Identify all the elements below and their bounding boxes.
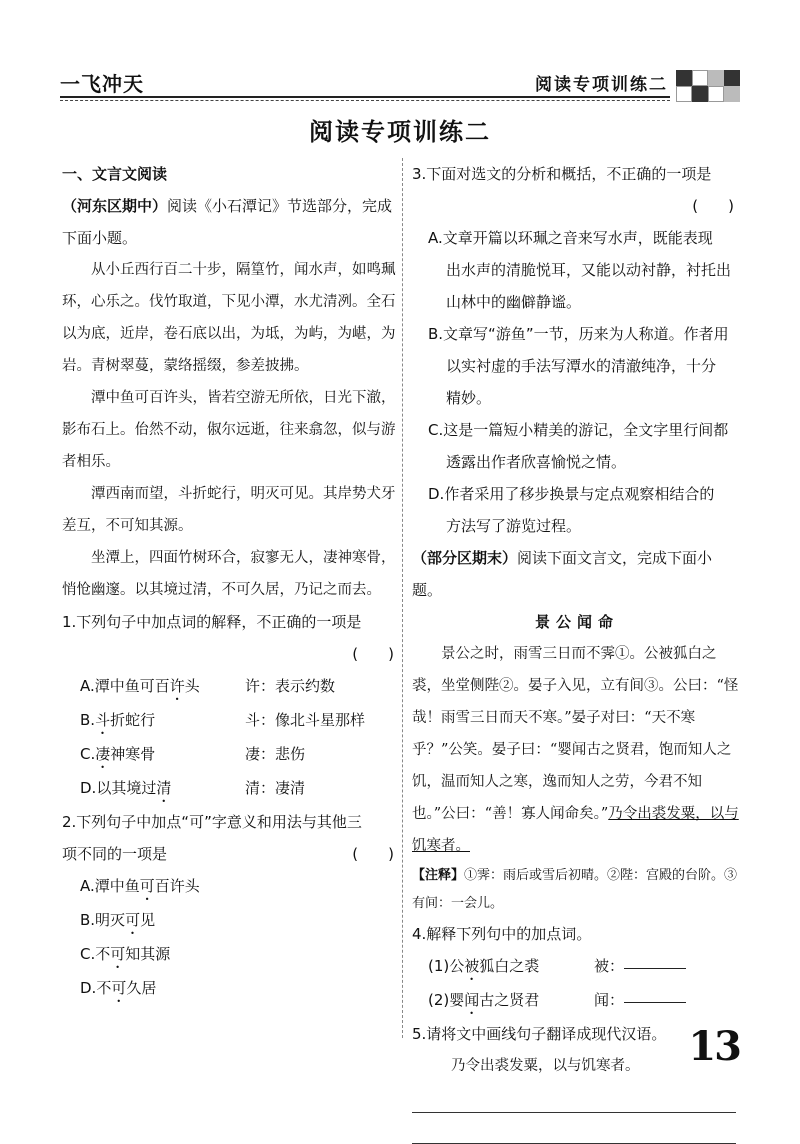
header-rule xyxy=(60,96,670,98)
q4-answer-blank-2[interactable] xyxy=(624,984,686,1003)
passage2-title: 景公闻命 xyxy=(534,613,619,631)
q1-answer-paren[interactable]: ( ) xyxy=(352,645,394,663)
passage1-intro xyxy=(62,190,402,254)
header-section-title: 阅读专项训练二 xyxy=(535,75,668,95)
passage2-intro: （部分区期末）阅读下面文言文，完成下面小题。 xyxy=(412,549,713,599)
q5-stem: 5.请将文中画线句子翻译成现代汉语。 xyxy=(412,1025,667,1043)
header-rule-dashed xyxy=(60,100,670,101)
right-column xyxy=(412,158,742,1144)
q3-option-d[interactable]: D.作者采用了移步换景与定点观察相结合的 方法写了游览过程。 xyxy=(428,485,715,535)
passage2-notes: 【注释】①霁：雨后或雪后初晴。②陛：宫殿的台阶。③有间：一会儿。 xyxy=(412,868,738,911)
q4-item-2: (2)婴闻古之贤君 闻： xyxy=(412,984,742,1018)
q5-answer-line-2[interactable] xyxy=(412,1113,736,1144)
section-heading: 一、文言文阅读 xyxy=(62,165,168,183)
brand-logo: 一飞冲天 xyxy=(60,72,144,96)
passage2-text: 景公之时，雨雪三日而不霁①。公被狐白之裘，坐堂侧陛②。晏子入见，立有间③。公曰：“怪哉！雨雪三日而天不寒。”晏子对曰：“天不寒乎？”公笑。晏子曰：“婴闻古之贤君，饱而知人之饥，温而知人之寒，逸而知人之劳，今君不知也。”公曰：“善！寡人闻命矣。”乃令出裘发粟，以与饥寒者。 xyxy=(412,646,739,854)
q4-item-1: (1)公被狐白之裘 被： xyxy=(412,950,742,984)
q1-option-b[interactable]: B.斗折蛇行 斗：像北斗星那样 xyxy=(80,711,366,729)
q2-stem: 2.下列句子中加点“可”字意义和用法与其他三 xyxy=(62,813,362,831)
q1-option-d[interactable]: D.以其境过清 清：凄清 xyxy=(80,779,306,797)
q3-option-b[interactable]: B.文章写“游鱼”一节，历来为人称道。作者用 以实衬虚的手法写潭水的清澈纯净，十分 精妙。 xyxy=(428,325,729,407)
q2-option-c[interactable]: C.不可知其源 xyxy=(80,945,171,963)
q4-stem: 4.解释下列句中的加点词。 xyxy=(412,925,592,943)
q2-option-d[interactable]: D.不可久居 xyxy=(80,979,157,997)
page-header xyxy=(60,62,740,100)
q5-sentence: 乃令出裘发粟，以与饥寒者。 xyxy=(451,1058,640,1074)
q2-stem-cont: 项不同的一项是 ( ) xyxy=(62,838,402,870)
passage1-paragraph: 潭中鱼可百许头，皆若空游无所依，日光下澈，影布石上。佁然不动，俶尔远逝，往来翕忽，似与游者相乐。 xyxy=(62,390,396,470)
q3-stem: 3.下面对选文的分析和概括，不正确的一项是 xyxy=(412,165,712,183)
passage2-tag: （部分区期末） xyxy=(412,549,518,567)
checker-ornament-icon xyxy=(676,70,740,102)
q1-option-a[interactable]: A.潭中鱼可百许头 许：表示约数 xyxy=(80,677,336,695)
q1-stem: 1.下列句子中加点词的解释，不正确的一项是 xyxy=(62,613,362,631)
intro-text: 阅读《小石潭记》节选部分，完成下面小题。 xyxy=(62,197,393,247)
q4-answer-blank-1[interactable] xyxy=(624,950,686,969)
page-title: 阅读专项训练二 xyxy=(309,118,491,146)
column-divider xyxy=(402,158,403,1038)
passage1-paragraph: 坐潭上，四面竹树环合，寂寥无人，凄神寒骨，悄怆幽邃。以其境过清，不可久居，乃记之而去。 xyxy=(62,550,396,598)
q5-answer-line-1[interactable] xyxy=(412,1082,736,1113)
q1-option-c[interactable]: C.凄神寒骨 凄：悲伤 xyxy=(80,745,306,763)
passage1-paragraph: 潭西南而望，斗折蛇行，明灭可见。其岸势犬牙差互，不可知其源。 xyxy=(62,486,396,534)
intro-tag: （河东区期中） xyxy=(62,197,168,215)
left-column xyxy=(62,158,402,1006)
passage1-paragraph: 从小丘西行百二十步，隔篁竹，闻水声，如鸣珮环，心乐之。伐竹取道，下见小潭，水尤清冽。全石以为底，近岸，卷石底以出，为坻，为屿，为嵁，为岩。青树翠蔓，蒙络摇缀，参差披拂。 xyxy=(62,262,396,374)
q2-option-a[interactable]: A.潭中鱼可百许头 xyxy=(80,877,200,895)
page-number: 13 xyxy=(688,1023,740,1070)
q3-option-a[interactable]: A.文章开篇以环珮之音来写水声，既能表现 出水声的清脆悦耳，又能以动衬静，衬托出 山林中的幽僻静谧。 xyxy=(428,229,732,311)
passage2-underlined-sentence: 乃令出裘发粟，以与饥寒者。 xyxy=(412,806,739,854)
q3-answer-paren[interactable]: ( ) xyxy=(692,197,734,215)
q2-answer-paren[interactable]: ( ) xyxy=(352,845,394,863)
q2-option-b[interactable]: B.明灭可见 xyxy=(80,911,156,929)
q3-option-c[interactable]: C.这是一篇短小精美的游记，全文字里行间都 透露出作者欣喜愉悦之情。 xyxy=(428,421,729,471)
